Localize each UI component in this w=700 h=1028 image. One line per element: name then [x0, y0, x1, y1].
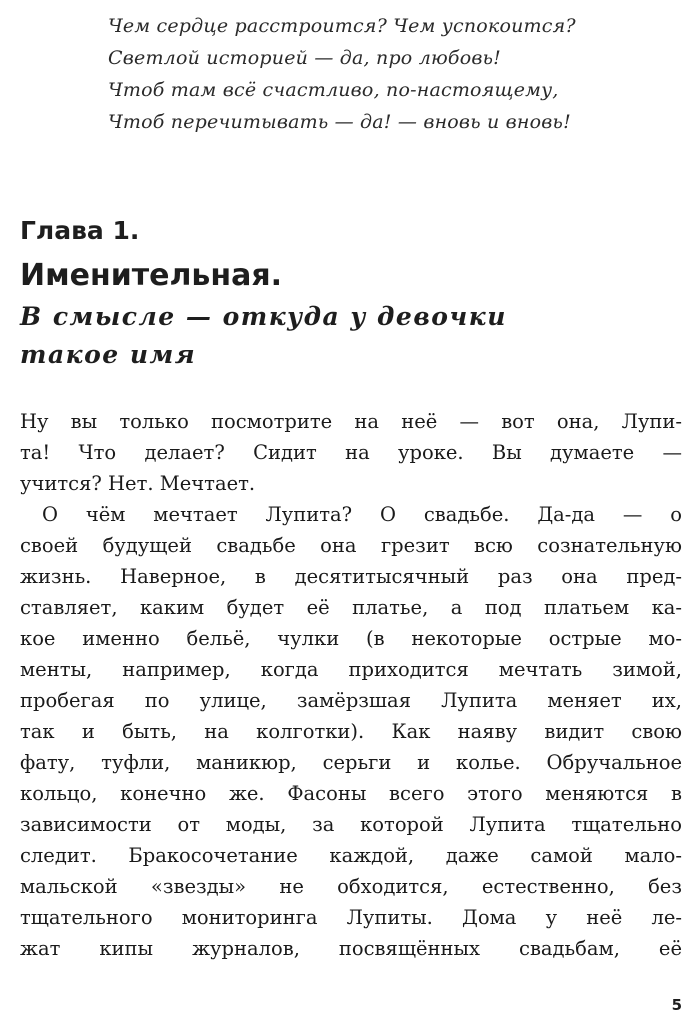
text-line: жат кипы журналов, посвящённых свадьбам, её [20, 937, 682, 960]
chapter-subtitle [20, 298, 660, 374]
text-line: жизнь. Наверное, в десятитысячный раз она пред- [20, 565, 682, 588]
text-line: тщательного мониторинга Лупиты. Дома у неё ле- [20, 906, 682, 929]
text-line: следит. Бракосочетание каждой, даже самой мало- [20, 844, 682, 867]
text-line: ставляет, каким будет её платье, а под платьем ка- [20, 596, 682, 619]
text-line: учится? Нет. Мечтает. [20, 472, 256, 495]
text-line: так и быть, на колготки). Как наяву видит свою [20, 720, 682, 743]
text-line: та! Что делает? Сидит на уроке. Вы думаете — [20, 441, 682, 464]
text-line: зависимости от моды, за которой Лупита тщательно [20, 813, 682, 836]
epigraph [108, 10, 648, 138]
epigraph-line: Чтоб перечитывать — да! — вновь и вновь! [108, 111, 571, 133]
body-text [20, 406, 682, 964]
chapter-subtitle-line: такое имя [20, 340, 197, 369]
text-line: мальской «звезды» не обходится, естественно, без [20, 875, 682, 898]
chapter-title: Именительная. [20, 258, 283, 293]
paragraph-1 [20, 406, 682, 499]
text-line: О чём мечтает Лупита? О свадьбе. Да-да — о [42, 503, 682, 526]
epigraph-line: Чем сердце расстроится? Чем успокоится? [108, 15, 576, 37]
text-line: Ну вы только посмотрите на неё — вот она, Лупи- [20, 410, 682, 433]
chapter-number: Глава 1. [20, 216, 140, 245]
text-line: фату, туфли, маникюр, серьги и колье. Обручальное [20, 751, 682, 774]
text-line: пробегая по улице, замёрзшая Лупита меняет их, [20, 689, 682, 712]
epigraph-line: Чтоб там всё счастливо, по-настоящему, [108, 79, 559, 101]
paragraph-2 [20, 499, 682, 964]
text-line: менты, например, когда приходится мечтать зимой, [20, 658, 682, 681]
text-line: кое именно бельё, чулки (в некоторые острые мо- [20, 627, 682, 650]
text-line: своей будущей свадьбе она грезит всю сознательную [20, 534, 682, 557]
page-number: 5 [671, 996, 682, 1014]
epigraph-line: Светлой историей — да, про любовь! [108, 47, 501, 69]
text-line: кольцо, конечно же. Фасоны всего этого меняются в [20, 782, 682, 805]
chapter-subtitle-line: В смысле — откуда у девочки [20, 302, 507, 331]
